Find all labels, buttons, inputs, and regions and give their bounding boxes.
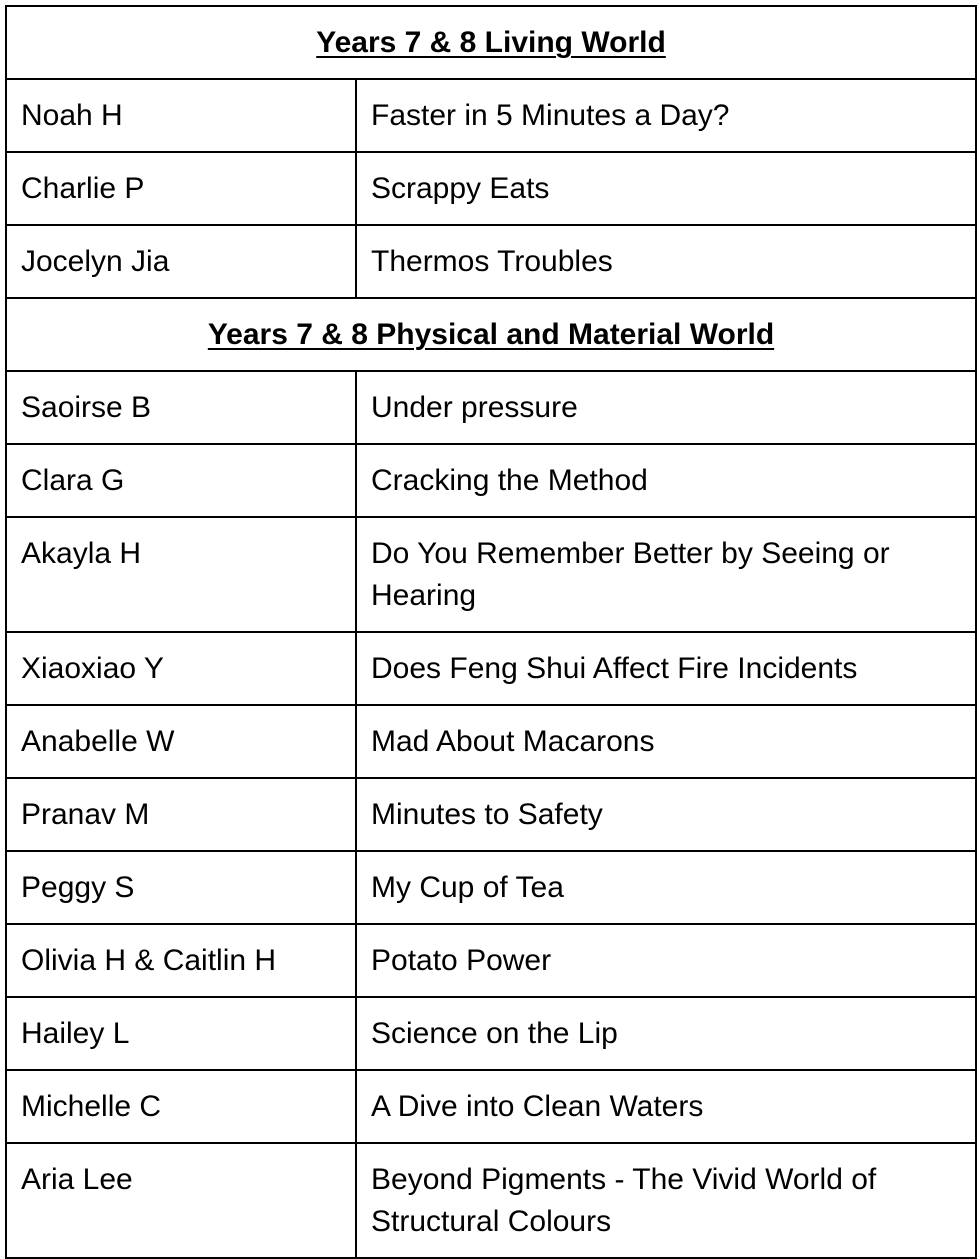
table-row [6,1143,976,1258]
project-title: Faster in 5 Minutes a Day? [356,79,976,152]
table-row [6,517,976,632]
table-row [6,152,976,225]
section-heading: Years 7 & 8 Living World [6,6,976,79]
table-row [6,444,976,517]
table-row [6,705,976,778]
project-title: Mad About Macarons [356,705,976,778]
student-name: Saoirse B [6,371,356,444]
project-title: Under pressure [356,371,976,444]
project-title: Does Feng Shui Affect Fire Incidents [356,632,976,705]
student-name: Pranav M [6,778,356,851]
student-name: Xiaoxiao Y [6,632,356,705]
project-title: Do You Remember Better by Seeing or Hearing [356,517,976,632]
project-title: Cracking the Method [356,444,976,517]
student-name: Clara G [6,444,356,517]
table-row [6,778,976,851]
section-heading-row [6,298,976,371]
project-title: Minutes to Safety [356,778,976,851]
student-name: Olivia H & Caitlin H [6,924,356,997]
project-title: Potato Power [356,924,976,997]
table-row [6,851,976,924]
table-row [6,225,976,298]
section-heading-row [6,6,976,79]
table-row [6,79,976,152]
table-row [6,1070,976,1143]
student-name: Peggy S [6,851,356,924]
table-row [6,997,976,1070]
project-title: Scrappy Eats [356,152,976,225]
table-row [6,371,976,444]
student-name: Anabelle W [6,705,356,778]
student-name: Hailey L [6,997,356,1070]
student-name: Akayla H [6,517,356,632]
project-title: A Dive into Clean Waters [356,1070,976,1143]
project-title: My Cup of Tea [356,851,976,924]
student-name: Noah H [6,79,356,152]
section-heading: Years 7 & 8 Physical and Material World [6,298,976,371]
table-row [6,924,976,997]
projects-table [5,5,977,1259]
student-name: Charlie P [6,152,356,225]
student-name: Michelle C [6,1070,356,1143]
project-title: Science on the Lip [356,997,976,1070]
student-name: Aria Lee [6,1143,356,1258]
project-title: Beyond Pigments - The Vivid World of Structural Colours [356,1143,976,1258]
table-row [6,632,976,705]
project-title: Thermos Troubles [356,225,976,298]
student-name: Jocelyn Jia [6,225,356,298]
